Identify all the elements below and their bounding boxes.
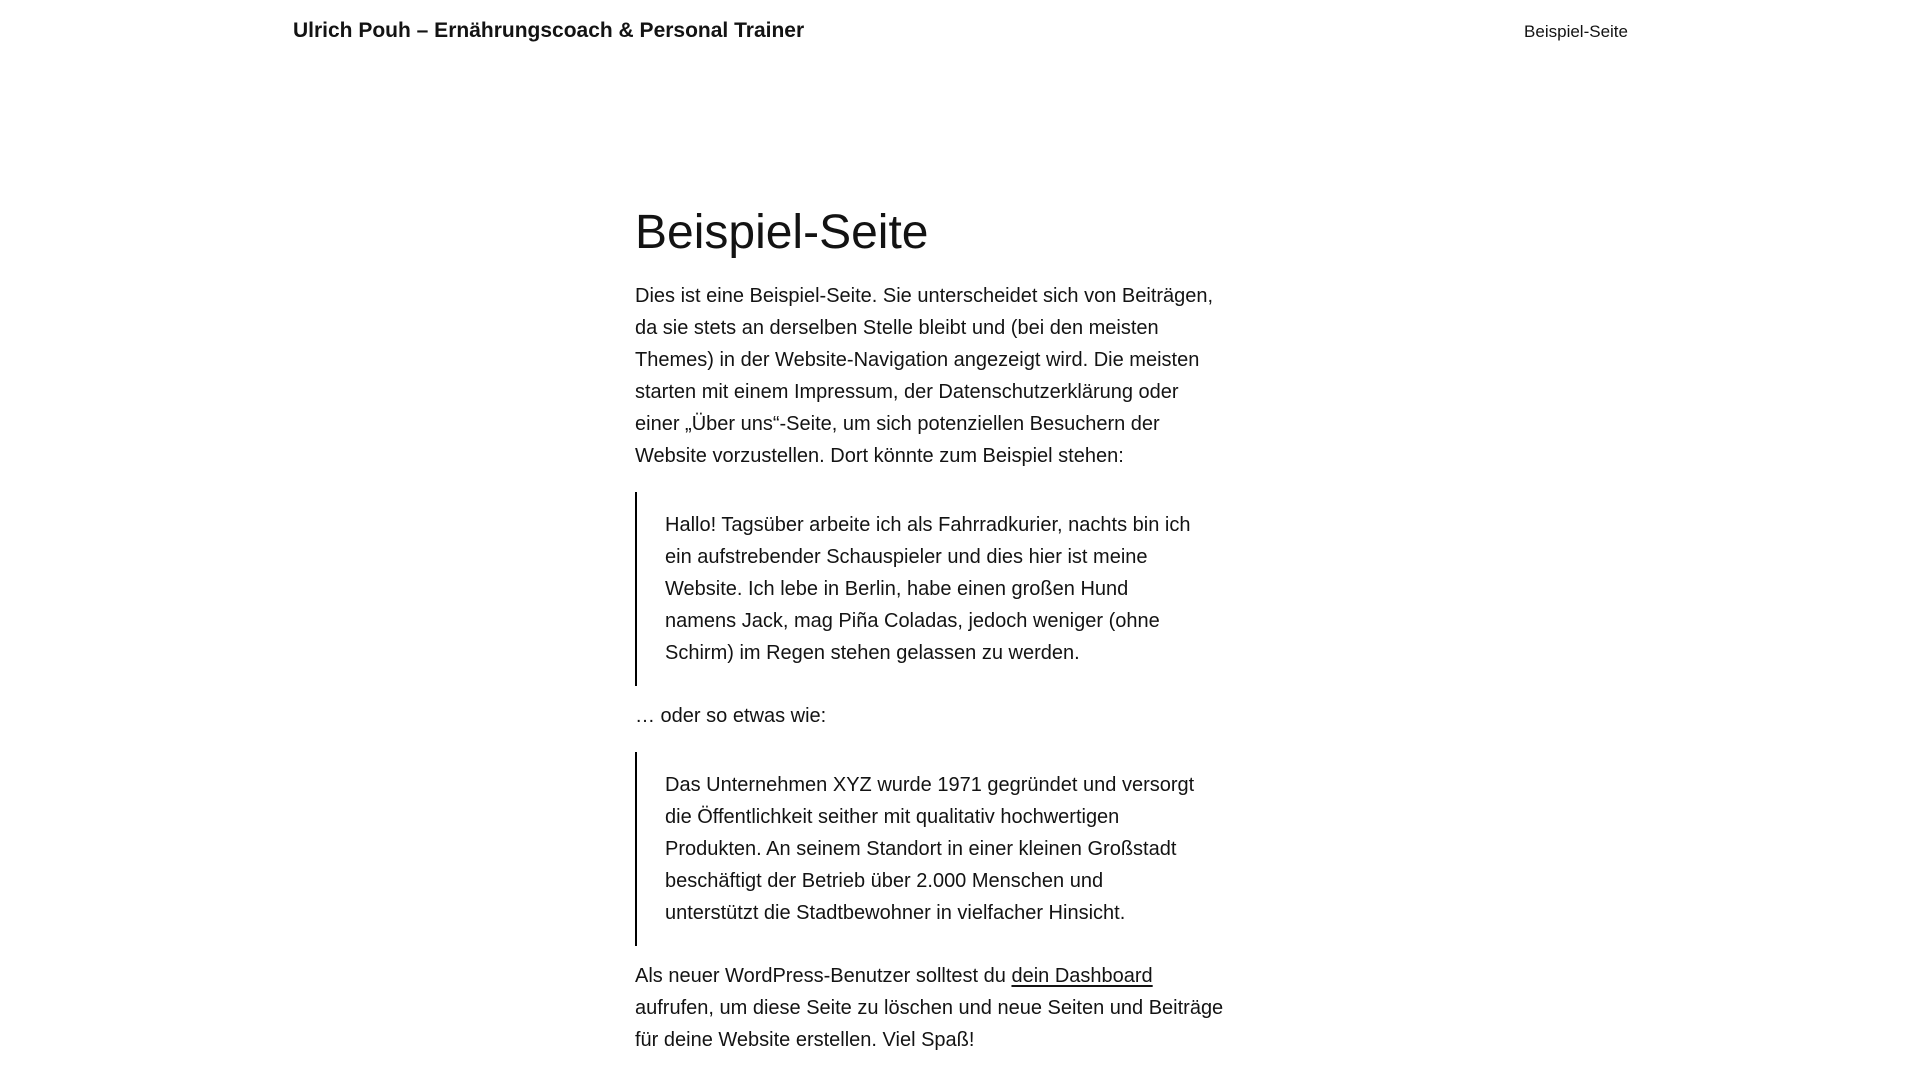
text-line: Themes) in der Website-Navigation angezeigt wird. Die meisten — [635, 348, 1200, 371]
nav-item-beispiel-seite[interactable]: Beispiel-Seite — [1524, 22, 1628, 41]
site-title-link[interactable]: Ulrich Pouh – Ernährungscoach & Personal Trainer — [293, 19, 805, 42]
text-line: Produkten. An seinem Standort in einer kleinen Großstadt — [665, 837, 1177, 860]
site-header — [0, 0, 1920, 44]
text-line: Website vorzustellen. Dort könnte zum Beispiel stehen: — [635, 444, 1124, 467]
blockquote-unternehmen — [635, 752, 1285, 946]
dashboard-link[interactable]: dein Dashboard — [1011, 964, 1153, 987]
text-line: Dies ist eine Beispiel-Seite. Sie unterscheidet sich von Beiträgen, — [635, 284, 1214, 307]
text-line: namens Jack, mag Piña Coladas, jedoch weniger (ohne — [665, 609, 1160, 632]
outro-line-1 — [635, 960, 1285, 992]
outro-text-before-link: Als neuer WordPress-Benutzer solltest du — [635, 964, 1012, 987]
text-line: für deine Website erstellen. Viel Spaß! — [635, 1028, 975, 1051]
text-line: Schirm) im Regen stehen gelassen zu werden. — [665, 641, 1080, 664]
text-line: ein aufstrebender Schauspieler und dies hier ist meine — [665, 545, 1148, 568]
page-content — [635, 44, 1285, 1056]
text-line: unterstützt die Stadtbewohner in vielfacher Hinsicht. — [665, 901, 1126, 924]
outro-lines-after — [635, 992, 1285, 1056]
outro-paragraph — [635, 960, 1285, 1056]
text-line: die Öffentlichkeit seither mit qualitativ hochwertigen — [665, 805, 1120, 828]
text-line: einer „Über uns“-Seite, um sich potenziellen Besuchern der — [635, 412, 1160, 435]
text-line: starten mit einem Impressum, der Datenschutzerklärung oder — [635, 380, 1179, 403]
page-title: Beispiel-Seite — [635, 206, 929, 260]
primary-nav — [1524, 22, 1628, 42]
blockquote-hallo — [635, 492, 1285, 686]
text-line: Website. Ich lebe in Berlin, habe einen großen Hund — [665, 577, 1129, 600]
text-line: beschäftigt der Betrieb über 2.000 Menschen und — [665, 869, 1104, 892]
text-line: Hallo! Tagsüber arbeite ich als Fahrradkurier, nachts bin ich — [665, 513, 1191, 536]
text-line: aufrufen, um diese Seite zu löschen und neue Seiten und Beiträge — [635, 996, 1224, 1019]
transition-paragraph: … oder so etwas wie: — [635, 704, 827, 727]
text-line: Das Unternehmen XYZ wurde 1971 gegründet und versorgt — [665, 773, 1195, 796]
text-line: da sie stets an derselben Stelle bleibt und (bei den meisten — [635, 316, 1159, 339]
intro-paragraph — [635, 280, 1285, 472]
